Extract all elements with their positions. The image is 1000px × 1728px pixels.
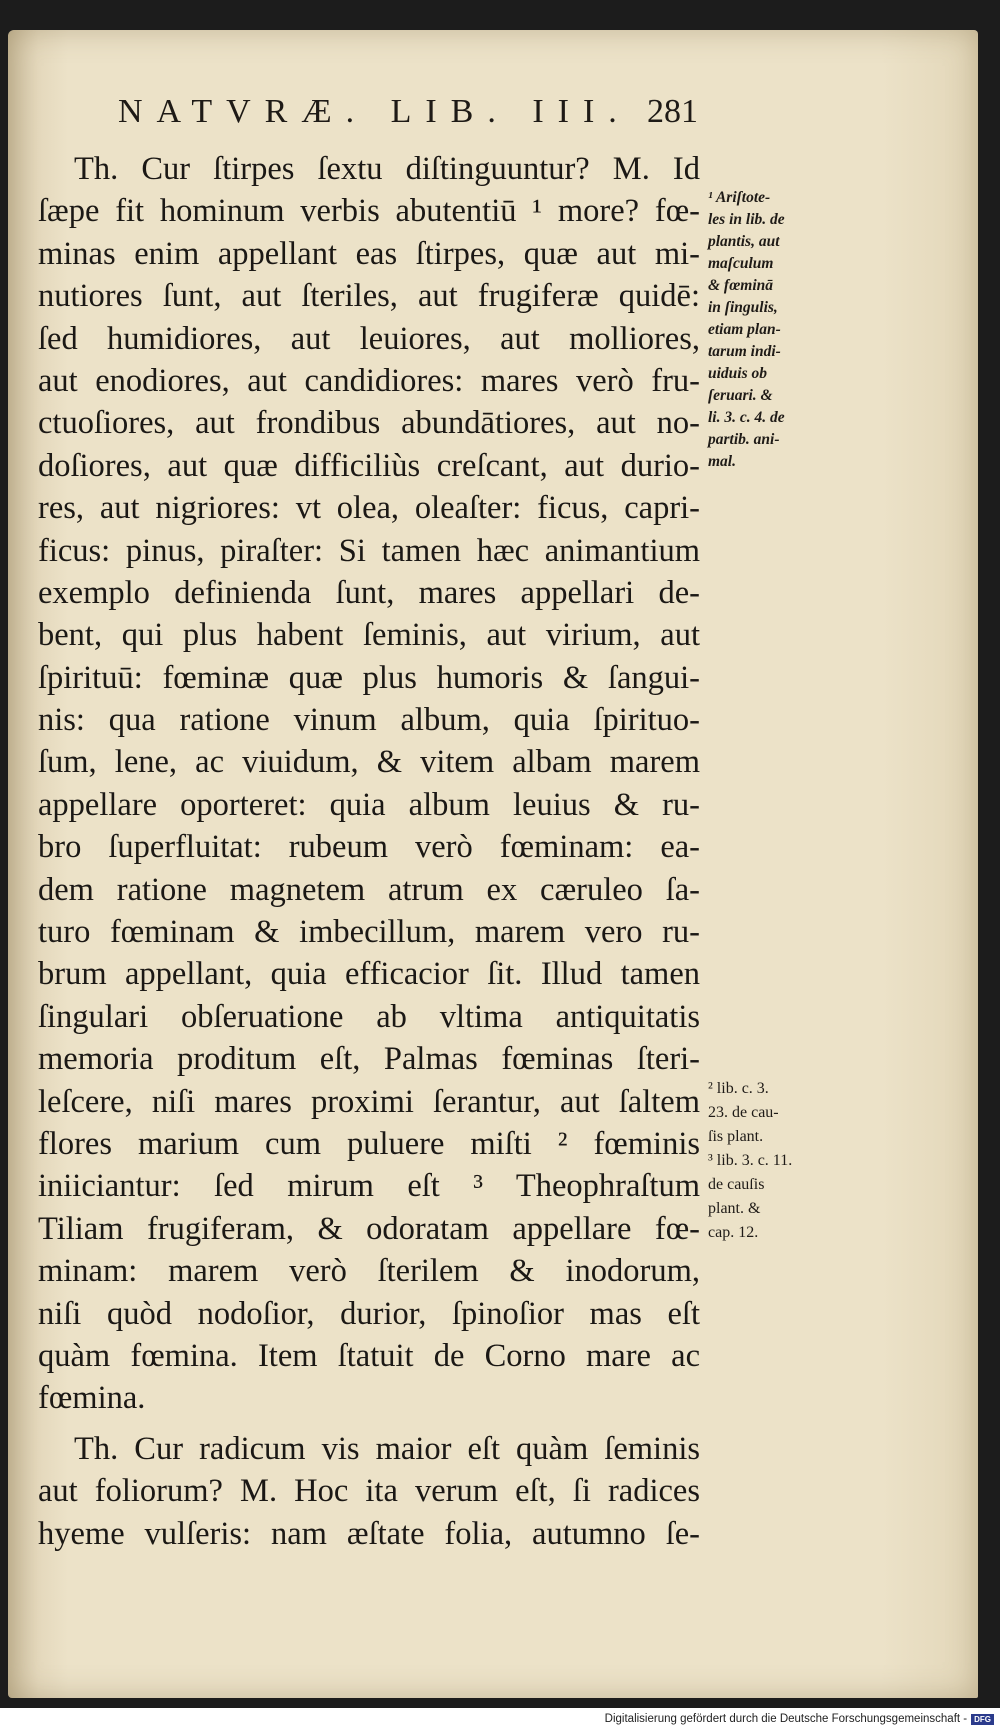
text-line: quàm fœmina. Item ſtatuit de Corno mare ac bbox=[38, 1337, 700, 1374]
text-line: turo fœminam & imbecillum, marem vero ru- bbox=[38, 914, 700, 951]
text-line: Th. Cur radicum vis maior eſt quàm ſeminis bbox=[74, 1430, 700, 1467]
dfg-logo: DFG bbox=[971, 1714, 994, 1725]
text-line: ſed humidiores, aut leuiores, aut molliores, bbox=[38, 320, 700, 357]
margin-note-line: les in lib. de bbox=[708, 211, 785, 228]
text-line: dem ratione magnetem atrum ex cæruleo ſa- bbox=[38, 871, 700, 908]
text-line: minam: marem verò ſterilem & inodorum, bbox=[38, 1253, 700, 1290]
text-line: ſæpe fit hominum verbis abutentiū ¹ more? fœ- bbox=[38, 193, 700, 230]
margin-note-line: ¹ Ariſtote- bbox=[708, 189, 771, 206]
margin-note-line: plantis, aut bbox=[708, 233, 780, 250]
text-line: ſpirituū: fœminæ quæ plus humoris & ſangui- bbox=[38, 659, 700, 696]
text-line: aut enodiores, aut candidiores: mares verò fru- bbox=[38, 362, 700, 399]
main-text-block bbox=[38, 148, 700, 1555]
margin-note-line: uiduis ob bbox=[708, 365, 768, 382]
text-line: leſcere, niſi mares proximi ſerantur, aut ſaltem bbox=[38, 1083, 700, 1120]
text-line: nis: qua ratione vinum album, quia ſpirituo- bbox=[38, 702, 700, 739]
margin-note-line: 23. de cau- bbox=[708, 1104, 779, 1121]
text-line: ficus: pinus, piraſter: Si tamen hæc animantium bbox=[38, 532, 700, 569]
text-line: ctuoſiores, aut frondibus abundātiores, aut no- bbox=[38, 405, 700, 442]
text-line: hyeme vulſeris: nam æſtate folia, autumno ſe- bbox=[38, 1515, 700, 1552]
paragraph-gap bbox=[38, 1420, 700, 1428]
margin-note-aristotle bbox=[708, 187, 848, 473]
page-number: 281 bbox=[647, 93, 698, 130]
margin-note-line: ³ lib. 3. c. 11. bbox=[708, 1152, 793, 1169]
margin-note-line: & fœminā bbox=[708, 277, 774, 294]
margin-note-line: plant. & bbox=[708, 1200, 761, 1217]
margin-note-line: etiam plan- bbox=[708, 321, 781, 338]
text-line: Th. Cur ſtirpes ſextu diſtinguuntur? M. Id bbox=[74, 151, 700, 187]
text-line: doſiores, aut quæ difficiliùs creſcant, aut durio- bbox=[38, 447, 700, 484]
text-line: minas enim appellant eas ſtirpes, quæ aut mi- bbox=[38, 235, 700, 272]
margin-note-line: li. 3. c. 4. de bbox=[708, 409, 785, 426]
text-line: appellare oporteret: quia album leuius & ru- bbox=[38, 786, 700, 823]
text-line: nutiores ſunt, aut ſteriles, aut frugiferæ quidē: bbox=[38, 278, 700, 315]
margin-note-line: ² lib. c. 3. bbox=[708, 1080, 769, 1097]
text-line: exemplo definienda ſunt, mares appellari de- bbox=[38, 574, 700, 611]
footer-text: Digitalisierung gefördert durch die Deutsche Forschungsgemeinschaft - bbox=[604, 1713, 968, 1725]
text-line: fœmina. bbox=[38, 1380, 146, 1417]
text-line: aut foliorum? M. Hoc ita verum eſt, ſi radices bbox=[38, 1473, 700, 1510]
margin-note-line: de cauſis bbox=[708, 1176, 765, 1193]
margin-note-line: ſeruari. & bbox=[708, 387, 773, 404]
text-line: brum appellant, quia efficacior ſit. Illud tamen bbox=[38, 956, 700, 993]
text-line: ſum, lene, ac viuidum, & vitem albam marem bbox=[38, 744, 700, 781]
text-line: res, aut nigriores: vt olea, oleaſter: ficus, capri- bbox=[38, 490, 700, 527]
margin-note-line: in ſingulis, bbox=[708, 299, 778, 316]
margin-note-line: ſis plant. bbox=[708, 1128, 764, 1145]
running-head-title: NATVRÆ. LIB. III. bbox=[118, 93, 631, 130]
text-line: bro ſuperfluitat: rubeum verò fœminam: ea- bbox=[38, 829, 700, 866]
margin-note-line: partib. ani- bbox=[708, 431, 780, 448]
text-line: ſingulari obſeruatione ab vltima antiquitatis bbox=[38, 998, 700, 1035]
text-line: niſi quòd nodoſior, durior, ſpinoſior mas eſt bbox=[38, 1295, 700, 1332]
margin-note-line: cap. 12. bbox=[708, 1224, 759, 1241]
text-line: bent, qui plus habent ſeminis, aut virium, aut bbox=[38, 617, 700, 654]
text-line: memoria proditum eſt, Palmas fœminas ſteri- bbox=[38, 1041, 700, 1078]
digitization-footer bbox=[605, 1712, 994, 1726]
text-line: flores marium cum puluere miſti ² fœminis bbox=[38, 1125, 700, 1162]
running-head bbox=[118, 93, 698, 139]
margin-note-line: tarum indi- bbox=[708, 343, 781, 360]
margin-note-references bbox=[708, 1077, 848, 1245]
text-line: iniiciantur: ſed mirum eſt ³ Theophraſtum bbox=[38, 1168, 700, 1205]
text-line: Tiliam frugiferam, & odoratam appellare fœ- bbox=[38, 1210, 700, 1247]
margin-note-line: maſculum bbox=[708, 255, 774, 272]
margin-note-line: mal. bbox=[708, 453, 736, 470]
